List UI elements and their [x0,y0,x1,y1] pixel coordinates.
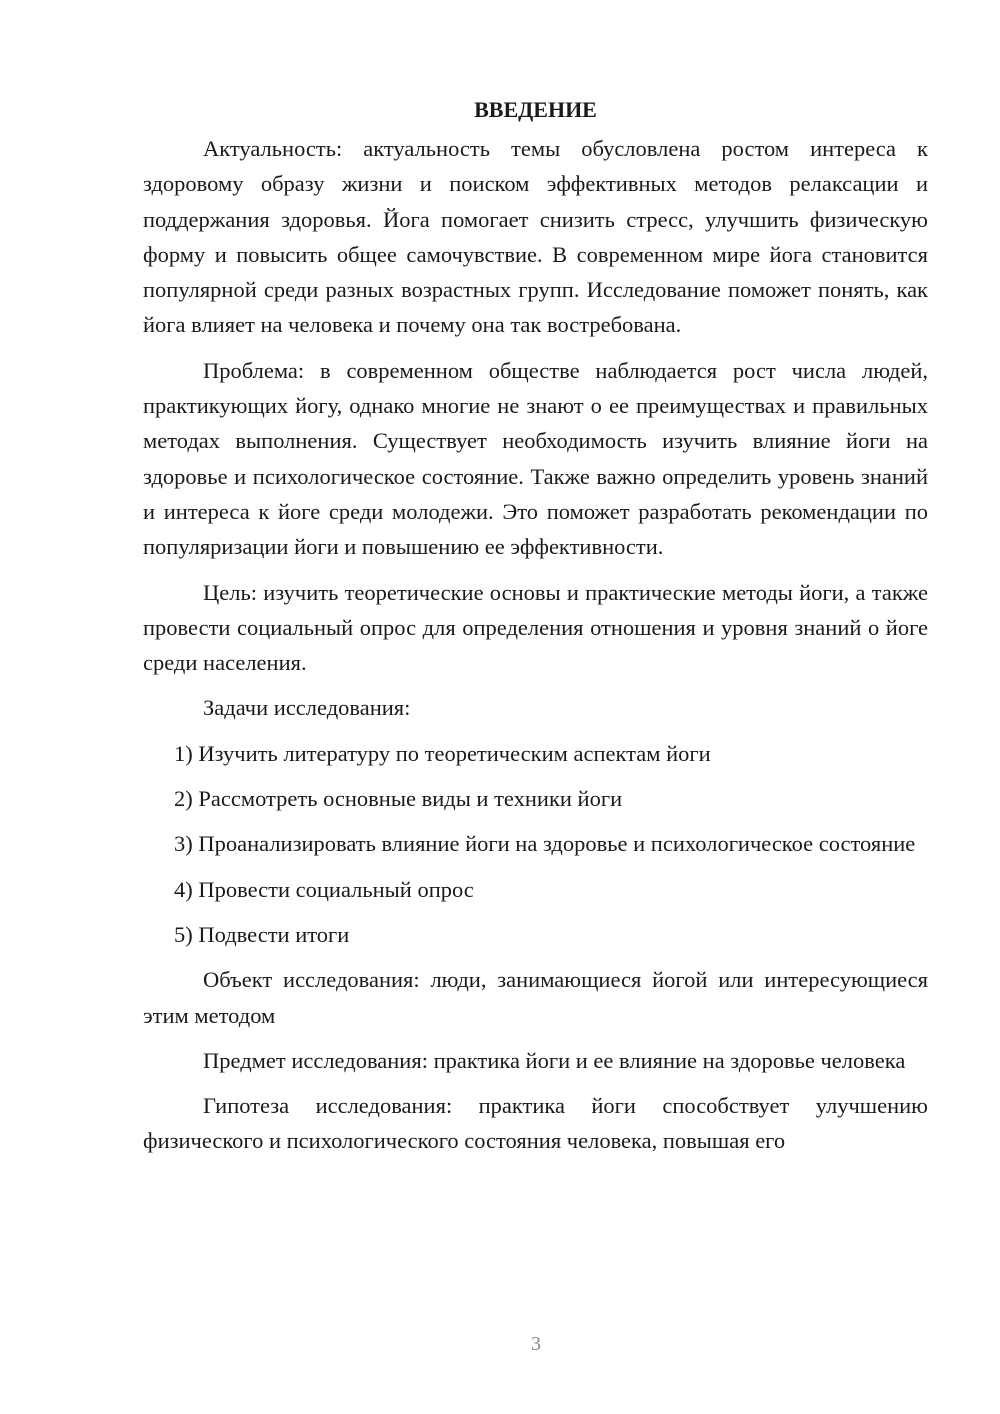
relevance-paragraph: Актуальность: актуальность темы обусловлена ростом интереса к здоровому образу жизни и поиском эффективных методов релаксации и поддержания здоровья. Йога помогает снизить стресс, улучшить физическую форму и повысить общее самочувствие. В современном мире йога становится популярной среди разных возрастных групп. Исследование поможет понять, как йога влияет на человека и почему она так востребована. [143,136,928,338]
page-number: 3 [531,1333,541,1355]
problem-paragraph: Проблема: в современном обществе наблюдается рост числа людей, практикующих йогу, однако многие не знают о ее преимуществах и правильных методах выполнения. Существует необходимость изучить влияние йоги на здоровье и психологическое состояние. Также важно определить уровень знаний и интереса к йоге среди молодежи. Это поможет разработать рекомендации по популяризации йоги и повышению ее эффективности. [143,357,928,560]
task-item-3: 3) Проанализировать влияние йоги на здоровье и психологическое состояние [174,831,916,857]
goal-paragraph: Цель: изучить теоретические основы и практические методы йоги, а также провести социальный опрос для определения отношения и уровня знаний о йоге среди населения. [143,579,928,676]
hypothesis-paragraph: Гипотеза исследования: практика йоги способствует улучшению физического и психологического состояния человека, повышая его [143,1093,928,1154]
section-title: ВВЕДЕНИЕ [474,97,597,122]
tasks-heading: Задачи исследования: [203,695,411,721]
task-item-2: 2) Рассмотреть основные виды и техники йоги [174,786,623,812]
object-paragraph: Объект исследования: люди, занимающиеся йогой или интересующиеся этим методом [143,967,928,1028]
page-content [143,92,928,1169]
task-item-1: 1) Изучить литературу по теоретическим аспектам йоги [174,740,711,766]
task-item-5: 5) Подвести итоги [174,921,350,947]
task-item-4: 4) Провести социальный опрос [174,876,474,902]
subject-paragraph: Предмет исследования: практика йоги и ее влияние на здоровье человека [203,1047,906,1073]
